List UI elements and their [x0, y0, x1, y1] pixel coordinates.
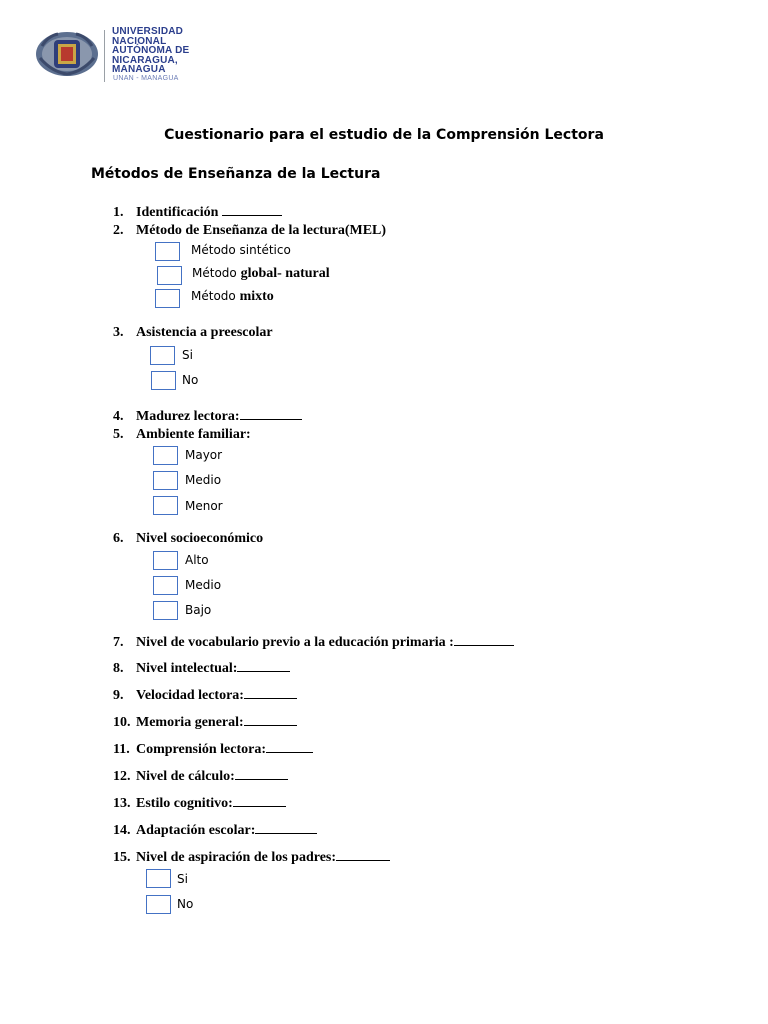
- answer-blank[interactable]: [244, 686, 297, 699]
- question-text: Nivel de aspiración de los padres:: [136, 850, 337, 865]
- question-2: [113, 223, 386, 239]
- question-number: 11.: [113, 742, 130, 757]
- question-15: [113, 848, 390, 866]
- answer-blank[interactable]: [336, 848, 390, 861]
- question-number: 7.: [113, 635, 124, 650]
- checkbox-alto[interactable]: [153, 551, 178, 570]
- question-1: [113, 203, 282, 221]
- answer-blank[interactable]: [233, 794, 286, 807]
- answer-blank[interactable]: [222, 203, 282, 216]
- option-label: Mayor: [185, 448, 223, 462]
- document-title: Cuestionario para el estudio de la Comprensión Lectora: [164, 127, 604, 143]
- question-10: [113, 713, 297, 731]
- answer-blank[interactable]: [244, 713, 297, 726]
- question-number: 12.: [113, 769, 131, 784]
- section-subtitle: Métodos de Enseñanza de la Lectura: [91, 166, 381, 182]
- question-3: [113, 325, 273, 341]
- question-number: 3.: [113, 325, 124, 340]
- question-number: 13.: [113, 796, 131, 811]
- checkbox-mayor[interactable]: [153, 446, 178, 465]
- question-text: Estilo cognitivo:: [136, 796, 233, 811]
- question-14: [113, 821, 317, 839]
- answer-blank[interactable]: [255, 821, 317, 834]
- question-8: [113, 659, 290, 677]
- question-9: [113, 686, 297, 704]
- checkbox-no[interactable]: [151, 371, 176, 390]
- option-label: Medio: [185, 578, 222, 592]
- question-text: Adaptación escolar:: [136, 823, 256, 838]
- question-text: Método de Enseñanza de la lectura(MEL): [136, 223, 387, 238]
- question-number: 1.: [113, 205, 124, 220]
- checkbox-metodo-mixto[interactable]: [155, 289, 180, 308]
- option-label: Si: [182, 348, 193, 362]
- answer-blank[interactable]: [266, 740, 313, 753]
- checkbox-si[interactable]: [150, 346, 175, 365]
- question-number: 2.: [113, 223, 124, 238]
- option-label: Método global- natural: [192, 266, 330, 281]
- option-label: Si: [177, 872, 188, 886]
- header-divider: [104, 30, 105, 82]
- checkbox-medio[interactable]: [153, 471, 178, 490]
- question-7: [113, 633, 514, 651]
- question-text: Ambiente familiar:: [136, 427, 251, 442]
- option-label: Método sintético: [191, 243, 291, 257]
- option-label: No: [182, 373, 199, 387]
- question-text: Nivel intelectual:: [136, 661, 238, 676]
- question-number: 5.: [113, 427, 124, 442]
- question-11: [113, 740, 313, 758]
- option-label: Método mixto: [191, 289, 274, 304]
- option-label: Bajo: [185, 603, 212, 617]
- university-line: AUTÓNOMA DE: [112, 45, 190, 57]
- university-line: NICARAGUA,: [112, 54, 178, 66]
- question-text: Comprensión lectora:: [136, 742, 266, 757]
- university-line: MANAGUA: [112, 64, 166, 76]
- question-text: Asistencia a preescolar: [136, 325, 273, 340]
- option-label: Medio: [185, 473, 222, 487]
- answer-blank[interactable]: [235, 767, 288, 780]
- question-text: Identificación: [136, 205, 219, 220]
- university-subtitle: UNAN - MANAGUA: [113, 75, 179, 82]
- question-13: [113, 794, 286, 812]
- checkbox-bajo[interactable]: [153, 601, 178, 620]
- checkbox-metodo-global[interactable]: [157, 266, 182, 285]
- question-number: 9.: [113, 688, 124, 703]
- university-name: [112, 27, 232, 75]
- checkbox-no[interactable]: [146, 895, 171, 914]
- question-text: Madurez lectora:: [136, 409, 240, 424]
- university-line: NACIONAL: [112, 35, 167, 47]
- unan-seal-icon: [34, 28, 100, 80]
- question-12: [113, 767, 288, 785]
- university-line: UNIVERSIDAD: [112, 26, 184, 37]
- question-6: [113, 531, 263, 547]
- question-5: [113, 427, 251, 443]
- question-text: Velocidad lectora:: [136, 688, 244, 703]
- question-text: Nivel socioeconómico: [136, 531, 264, 546]
- question-number: 8.: [113, 661, 124, 676]
- question-text: Nivel de vocabulario previo a la educación primaria :: [136, 635, 454, 650]
- answer-blank[interactable]: [454, 633, 514, 646]
- answer-blank[interactable]: [240, 407, 302, 420]
- question-number: 10.: [113, 715, 131, 730]
- question-4: [113, 407, 302, 425]
- question-text: Nivel de cálculo:: [136, 769, 235, 784]
- option-label: No: [177, 897, 194, 911]
- question-number: 15.: [113, 850, 131, 865]
- answer-blank[interactable]: [237, 659, 290, 672]
- option-label: Menor: [185, 499, 223, 513]
- checkbox-metodo-sintetico[interactable]: [155, 242, 180, 261]
- checkbox-medio[interactable]: [153, 576, 178, 595]
- checkbox-menor[interactable]: [153, 496, 178, 515]
- question-number: 14.: [113, 823, 131, 838]
- question-number: 6.: [113, 531, 124, 546]
- question-text: Memoria general:: [136, 715, 244, 730]
- checkbox-si[interactable]: [146, 869, 171, 888]
- question-number: 4.: [113, 409, 124, 424]
- option-label: Alto: [185, 553, 209, 567]
